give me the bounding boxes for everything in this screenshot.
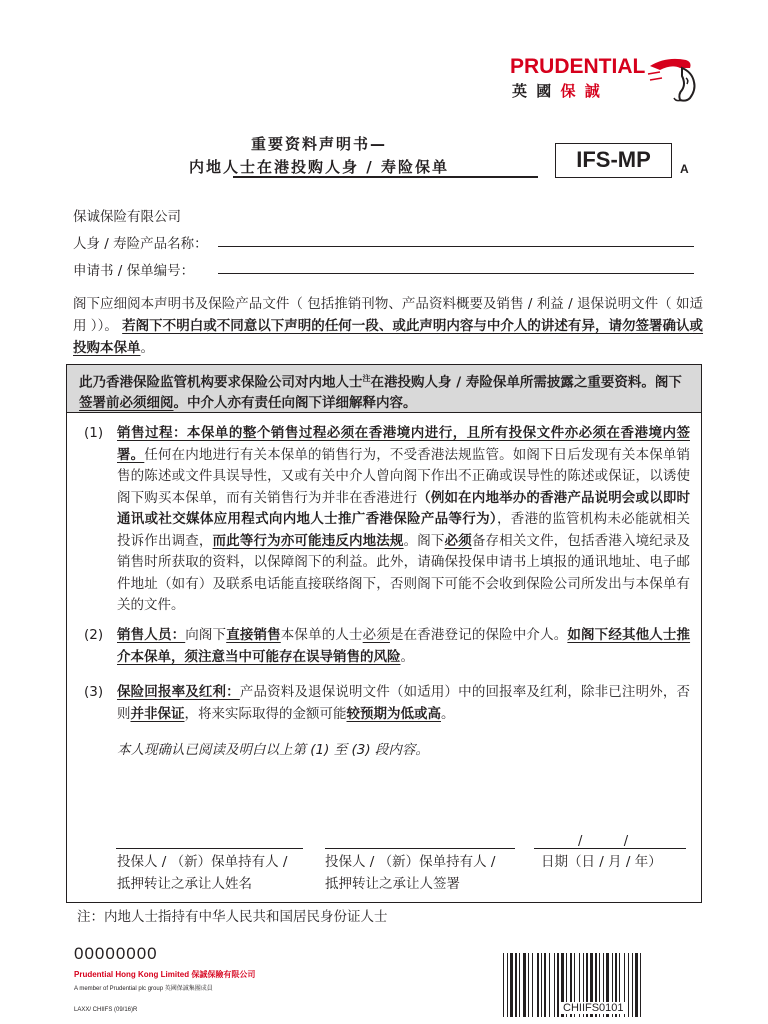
document-title-line-1: 重要资料声明书— — [250, 135, 387, 153]
document-title-line-2: 内地人士在港投购人身 / 寿险保单 — [189, 158, 449, 176]
title-underline — [233, 176, 538, 178]
serial-number: 00000000 — [74, 944, 158, 963]
sign-signature-line[interactable] — [325, 848, 515, 849]
disclosure-item-3: (3) 保险回报率及红利：产品资料及退保说明文件（如适用）中的回报率及红利，除非已注明外，否则并非保证，将来实际取得的金额可能较预期为低或高。 — [84, 684, 691, 722]
name-label: 投保人 / （新）保单持有人 / 抵押转让之承让人姓名 — [117, 854, 288, 892]
footer-company-name: Prudential Hong Kong Limited 保誠保險有限公司 — [74, 970, 256, 979]
footer-member-text: A member of Prudential plc group 英國保誠集團成員 — [74, 986, 213, 992]
form-code-suffix: A — [680, 162, 689, 176]
confirmation-statement: 本人现确认已阅读及明白以上第 (1) 至 (3) 段内容。 — [117, 742, 429, 758]
footnote: 注：内地人士指持有中华人民共和国居民身份证人士 — [77, 909, 388, 925]
signature-label: 投保人 / （新）保单持有人 / 抵押转让之承让人签署 — [325, 854, 496, 892]
disclosure-item-2: (2) 销售人员：向阁下直接销售本保单的人士必须是在香港登记的保险中介人。如阁下经其他人士推介本保单，须注意当中可能存在误导销售的风险。 — [84, 627, 691, 665]
prudence-head-logo-icon — [646, 54, 706, 104]
date-slashes: / / — [578, 834, 629, 849]
name-signature-line[interactable] — [116, 848, 303, 849]
disclosure-box-header: 此乃香港保险监管机构要求保险公司对内地人士$^注$在港投购人身 / 寿险保单所需披露之重要资料。阁下签署前必须细阅。中介人亦有责任向阁下详细解释内容。 — [67, 365, 701, 413]
company-name: 保诚保险有限公司 — [73, 209, 181, 225]
intro-paragraph: 阁下应细阅本声明书及保险产品文件（ 包括推销刊物、产品资料概要及销售 / 利益 / 退保说明文件（ 如适用 ））。 若阁下不明白或不同意以下声明的任何一段、或此声明内容与中介人的讲述有异，请勿签署确认或投购本保单。 — [73, 296, 704, 356]
form-reference: LAXX/ CHIIFS (09/16)R — [74, 1007, 138, 1013]
form-code-box: IFS-MP — [555, 143, 672, 178]
disclosure-item-1: (1) 销售过程：本保单的整个销售过程必须在香港境内进行，且所有投保文件亦必须在香港境内签署。任何在内地进行有关本保单的销售行为，不受香港法规监管。如阁下日后发现有关本保单销售的陈述或文件具误导性，又或有关中介人曾向阁下作出不正确或误导性的陈述或保证，以诱使阁下购买本保单，而有关销售行为并非在香港进行（例如在内地举办的香港产品说明会或以即时通讯或社交媒体应用程式向内地人士推广香港保险产品等行为），香港的监管机构未必能就相关投诉作出调查，而此等行为亦可能违反内地法规。阁下必须备存相关文件，包括香港入境纪录及销售时所获取的资料，以保障阁下的利益。此外，请确保投保申请书上填报的通讯地址、电子邮件地址（如有）及联系电话能直接联络阁下，否则阁下可能不会收到保险公司所发出与本保单有关的文件。 — [84, 425, 691, 613]
policy-number-field[interactable] — [218, 273, 694, 274]
brand-logo-text: PRUDENTIAL — [510, 55, 646, 78]
product-name-field[interactable] — [218, 246, 694, 247]
policy-number-label: 申请书 / 保单编号： — [73, 263, 195, 279]
barcode-text: CHIIFS0101 — [560, 1002, 627, 1014]
brand-logo-chinese: 英 國 保 誠 — [512, 82, 602, 100]
product-name-label: 人身 / 寿险产品名称： — [73, 236, 208, 252]
date-label: 日期（日 / 月 / 年） — [541, 854, 662, 870]
